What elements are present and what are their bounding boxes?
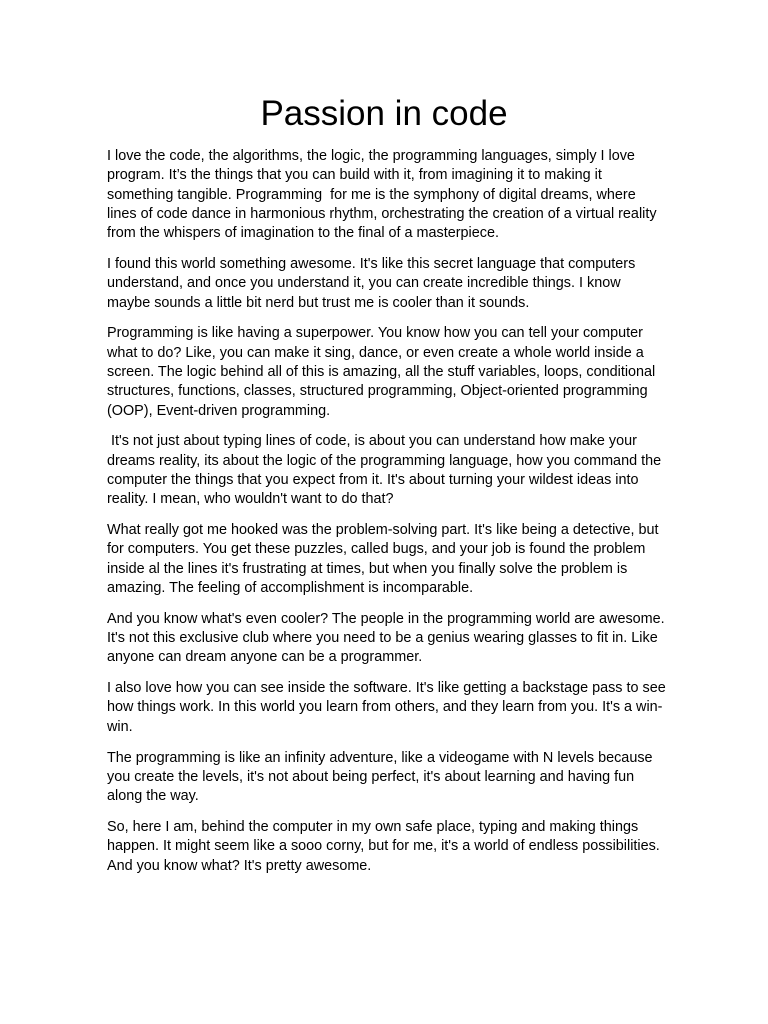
- paragraph-5: What really got me hooked was the problem-solving part. It's like being a detective, but for computers. You get these puzzles, called bugs, and your job is found the problem inside al the lines it's frustrating at times, but when you finally solve the problem is amazing. The feeling of accomplishment is incomparable.: [107, 522, 663, 596]
- document-body: [107, 147, 670, 887]
- paragraph-2: I found this world something awesome. It's like this secret language that computers understand, and once you understand it, you can create incredible things. I know maybe sounds a little bit nerd but trust me is cooler than it sounds.: [107, 255, 640, 311]
- paragraph-9: So, here I am, behind the computer in my own safe place, typing and making things happen. It might seem like a sooo corny, but for me, it's a world of endless possibilities. And you know what? It's pretty awesome.: [107, 818, 664, 874]
- paragraph-8: The programming is like an infinity adventure, like a videogame with N levels because you create the levels, it's not about being perfect, it's about learning and having fun along the way.: [107, 749, 657, 805]
- paragraph-4: It's not just about typing lines of code, is about you can understand how make your dreams reality, its about the logic of the programming language, how you command the computer the things that you expect from it. It's about turning your wildest ideas into reality. I mean, who wouldn't want to do that?: [107, 433, 666, 508]
- paragraph-7: I also love how you can see inside the software. It's like getting a backstage pass to see how things work. In this world you learn from others, and they learn from you. It's a win-win.: [107, 680, 670, 735]
- paragraph-1: I love the code, the algorithms, the logic, the programming languages, simply I love program. It’s the things that you can build with it, from imagining it to making it something tangible. Programming for me is the symphony of digital dreams, where lines of code dance in harmonious rhythm, orchestrating the creation of a virtual reality from the whispers of imagination to the final of a masterpiece.: [107, 148, 661, 242]
- paragraph-3: Programming is like having a superpower. You know how you can tell your computer what to do? Like, you can make it sing, dance, or even create a whole world inside a screen. The logic behind all of this is amazing, all the stuff variables, loops, conditional structures, functions, classes, structured programming, Object-oriented programming (OOP), Event-driven programming.: [107, 325, 660, 419]
- paragraph-6: And you know what's even cooler? The people in the programming world are awesome. It's not this exclusive club where you need to be a genius wearing glasses to fit in. Like anyone can dream anyone can be a programmer.: [107, 610, 669, 666]
- page-title: Passion in code: [260, 94, 508, 133]
